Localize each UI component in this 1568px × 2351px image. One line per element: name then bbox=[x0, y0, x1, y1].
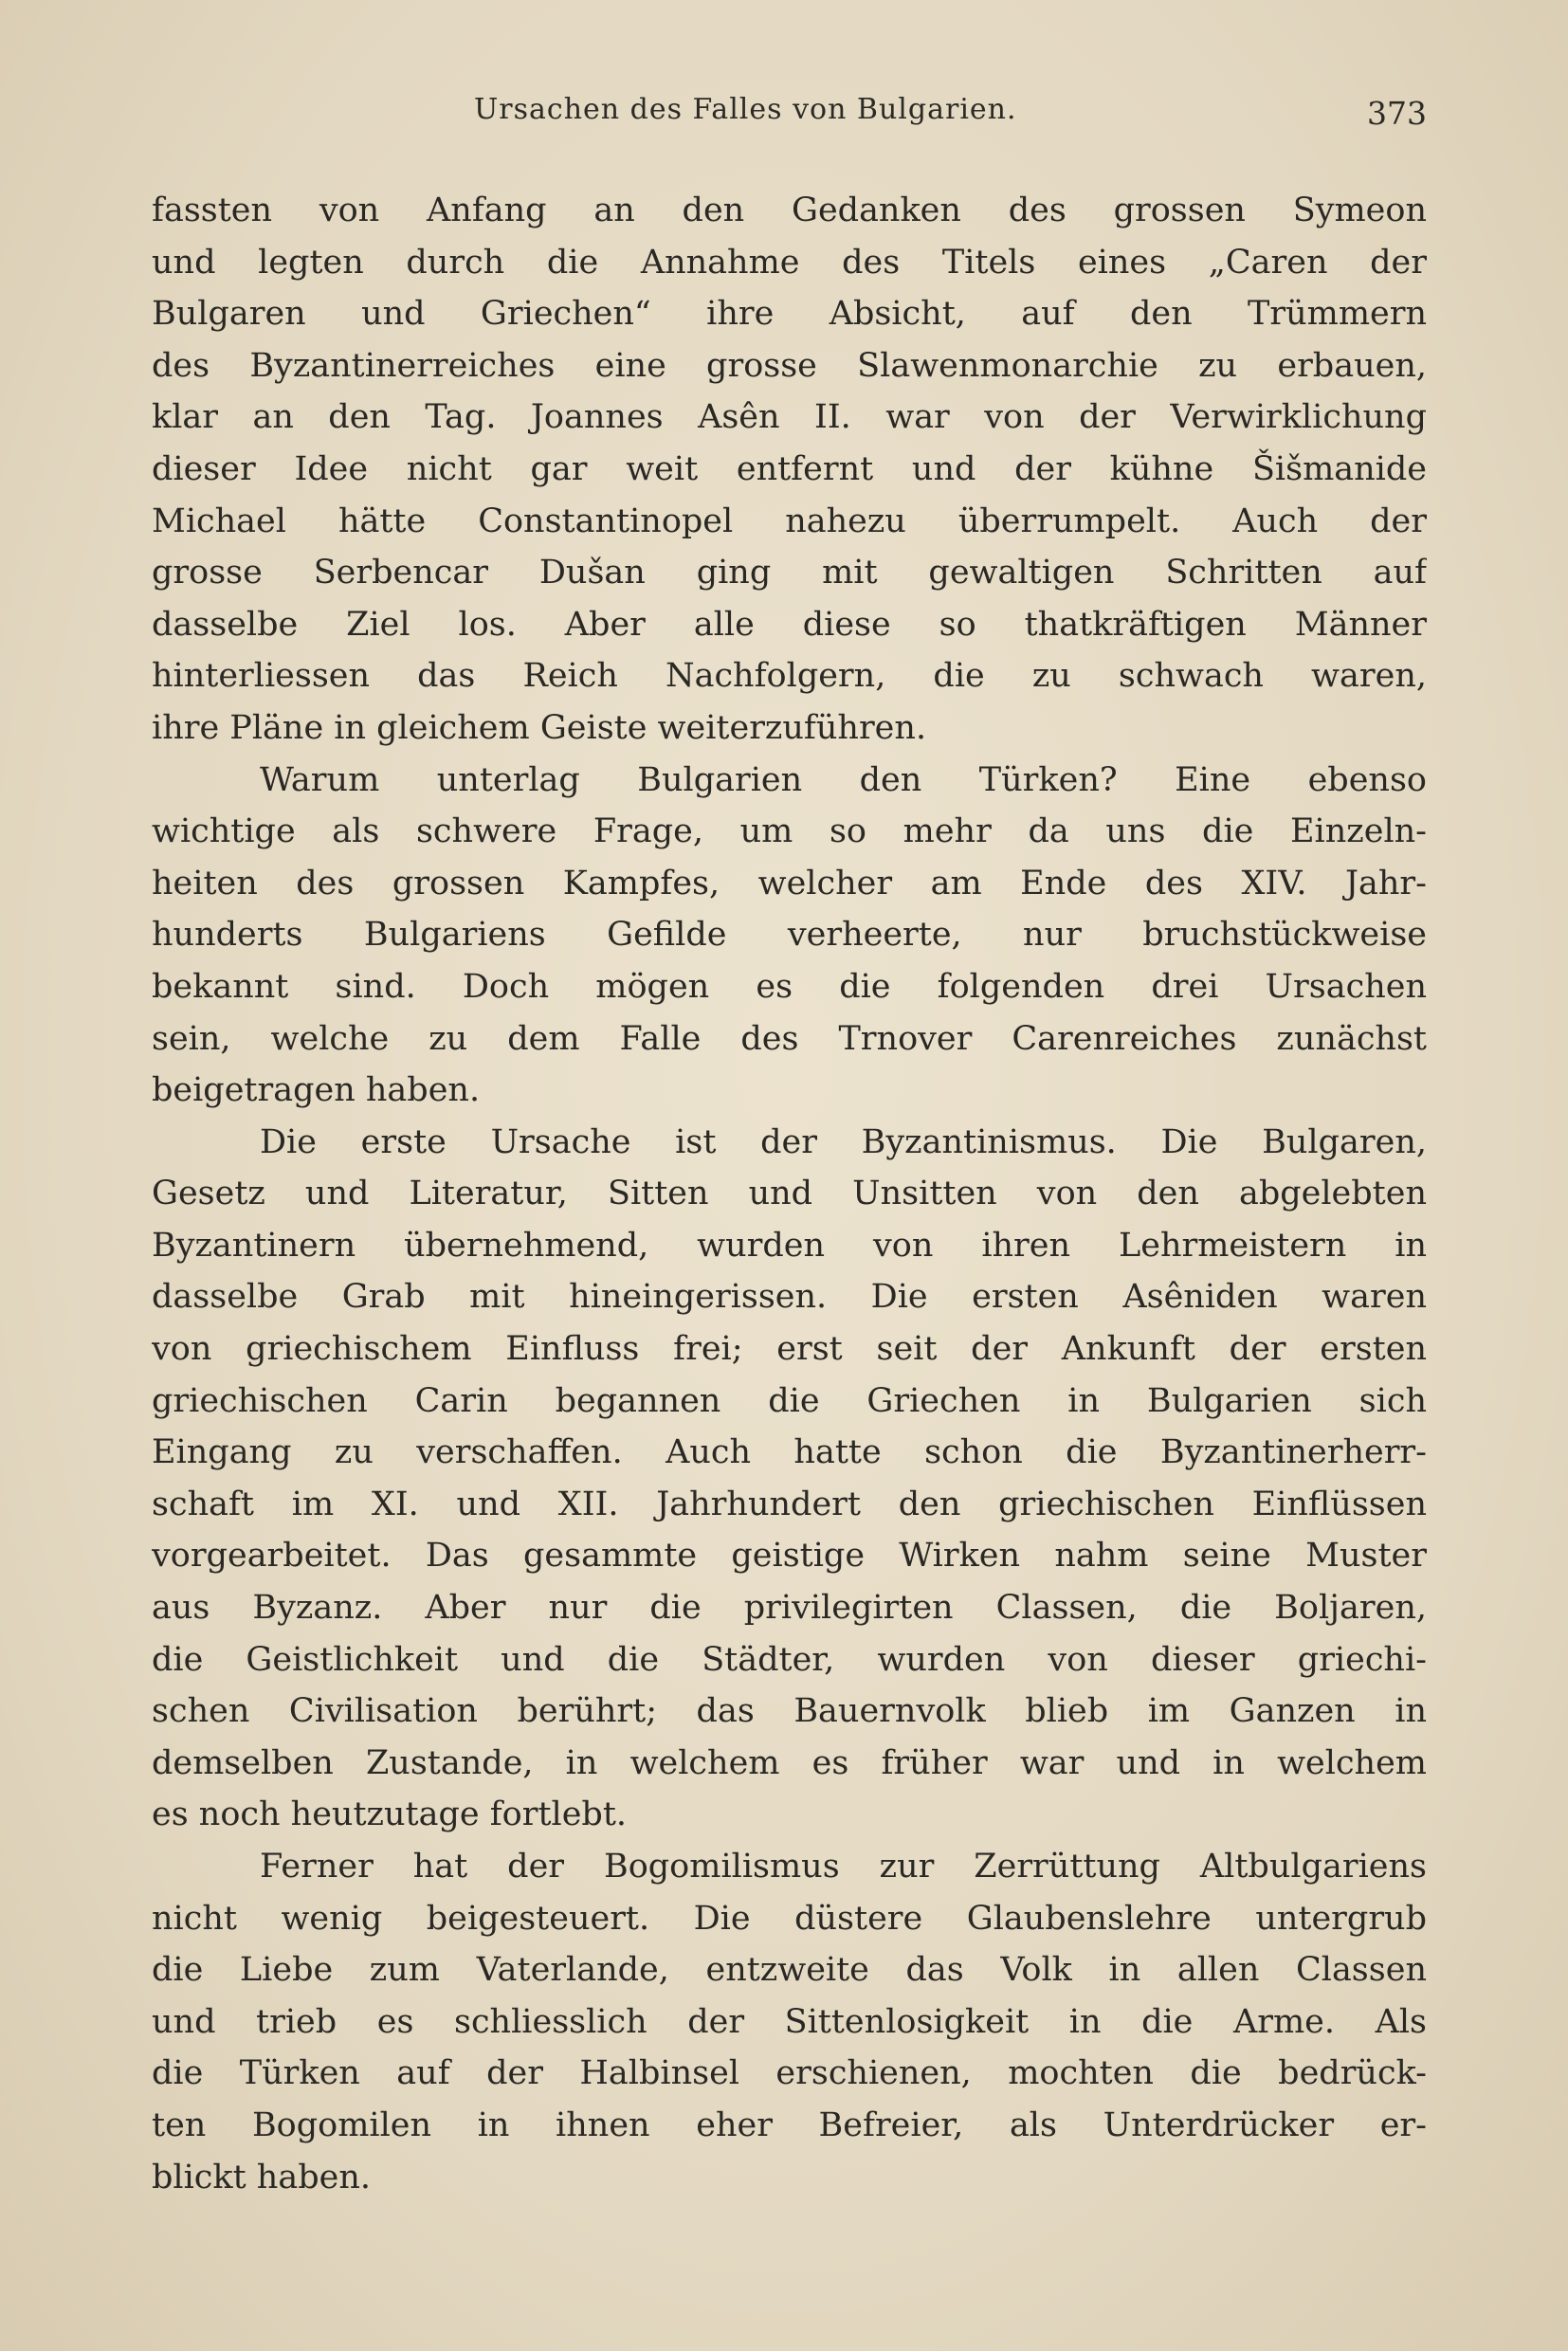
text-line: hunderts Bulgariens Gefilde verheerte, nur bruchstückweise bbox=[152, 916, 1427, 955]
page-header bbox=[152, 93, 1427, 142]
text-line: von griechischem Einfluss frei; erst seit der Ankunft der ersten bbox=[152, 1330, 1427, 1369]
text-line: aus Byzanz. Aber nur die privilegirten Classen, die Boljaren, bbox=[152, 1589, 1427, 1628]
text-line: es noch heutzutage fortlebt. bbox=[152, 1795, 628, 1834]
text-line: fassten von Anfang an den Gedanken des grossen Symeon bbox=[152, 191, 1427, 229]
paragraph bbox=[152, 1841, 1427, 2203]
text-line: Byzantinern übernehmend, wurden von ihren Lehrmeistern in bbox=[152, 1226, 1427, 1265]
text-line: nicht wenig beigesteuert. Die düstere Glaubenslehre untergrub bbox=[152, 1899, 1427, 1938]
text-line: schen Civilisation berührt; das Bauernvolk blieb im Ganzen in bbox=[152, 1692, 1427, 1731]
text-line: sein, welche zu dem Falle des Trnover Carenreiches zunächst bbox=[152, 1019, 1427, 1058]
body-text bbox=[152, 185, 1427, 2203]
text-line: dasselbe Ziel los. Aber alle diese so thatkräftigen Männer bbox=[152, 605, 1427, 644]
text-line: hinterliessen das Reich Nachfolgern, die zu schwach waren, bbox=[152, 657, 1427, 696]
text-line: die Liebe zum Vaterlande, entzweite das Volk in allen Classen bbox=[152, 1951, 1427, 1990]
paragraph bbox=[152, 185, 1427, 755]
text-line: die Geistlichkeit und die Städter, wurden von dieser griechi- bbox=[152, 1640, 1427, 1679]
text-line: die Türken auf der Halbinsel erschienen, mochten die bedrück- bbox=[152, 2054, 1427, 2093]
text-line: Warum unterlag Bulgarien den Türken? Eine ebenso bbox=[260, 760, 1427, 799]
text-line: dasselbe Grab mit hineingerissen. Die ersten Asêniden waren bbox=[152, 1278, 1427, 1317]
text-line: Eingang zu verschaffen. Auch hatte schon die Byzantinerherr- bbox=[152, 1433, 1427, 1472]
text-line: grosse Serbencar Dušan ging mit gewaltigen Schritten auf bbox=[152, 554, 1427, 592]
text-line: vorgearbeitet. Das gesammte geistige Wirken nahm seine Muster bbox=[152, 1537, 1427, 1576]
paragraph bbox=[152, 1117, 1427, 1841]
page-number: 373 bbox=[1367, 95, 1427, 132]
text-line: und trieb es schliesslich der Sittenlosigkeit in die Arme. Als bbox=[152, 2002, 1427, 2041]
text-line: schaft im XI. und XII. Jahrhundert den griechischen Einflüssen bbox=[152, 1485, 1427, 1523]
text-line: des Byzantinerreiches eine grosse Slawenmonarchie zu erbauen, bbox=[152, 346, 1427, 385]
text-line: und legten durch die Annahme des Titels eines „Caren der bbox=[152, 243, 1427, 282]
text-line: bekannt sind. Doch mögen es die folgenden drei Ursachen bbox=[152, 967, 1427, 1006]
text-line: Bulgaren und Griechen“ ihre Absicht, auf den Trümmern bbox=[152, 295, 1427, 334]
text-line: ihre Pläne in gleichem Geiste weiterzuführen. bbox=[152, 708, 927, 747]
text-line: griechischen Carin begannen die Griechen in Bulgarien sich bbox=[152, 1381, 1427, 1420]
text-line: klar an den Tag. Joannes Asên II. war von der Verwirklichung bbox=[152, 398, 1427, 437]
text-line: wichtige als schwere Frage, um so mehr da uns die Einzeln- bbox=[152, 812, 1427, 851]
text-line: blickt haben. bbox=[152, 2158, 371, 2196]
text-line: heiten des grossen Kampfes, welcher am Ende des XIV. Jahr- bbox=[152, 864, 1427, 902]
text-line: Michael hätte Constantinopel nahezu überrumpelt. Auch der bbox=[152, 501, 1427, 540]
text-line: dieser Idee nicht gar weit entfernt und der kühne Šišmanide bbox=[152, 449, 1427, 488]
text-line: Gesetz und Literatur, Sitten und Unsitten von den abgelebten bbox=[152, 1175, 1427, 1213]
text-line: ten Bogomilen in ihnen eher Befreier, als Unterdrücker er- bbox=[152, 2105, 1427, 2144]
text-line: Die erste Ursache ist der Byzantinismus. Die Bulgaren, bbox=[260, 1122, 1427, 1161]
text-line: Ferner hat der Bogomilismus zur Zerrüttung Altbulgariens bbox=[260, 1848, 1427, 1886]
running-title: Ursachen des Falles von Bulgarien. bbox=[474, 93, 1017, 126]
paragraph bbox=[152, 755, 1427, 1117]
text-line: demselben Zustande, in welchem es früher war und in welchem bbox=[152, 1743, 1427, 1782]
text-line: beigetragen haben. bbox=[152, 1071, 481, 1110]
